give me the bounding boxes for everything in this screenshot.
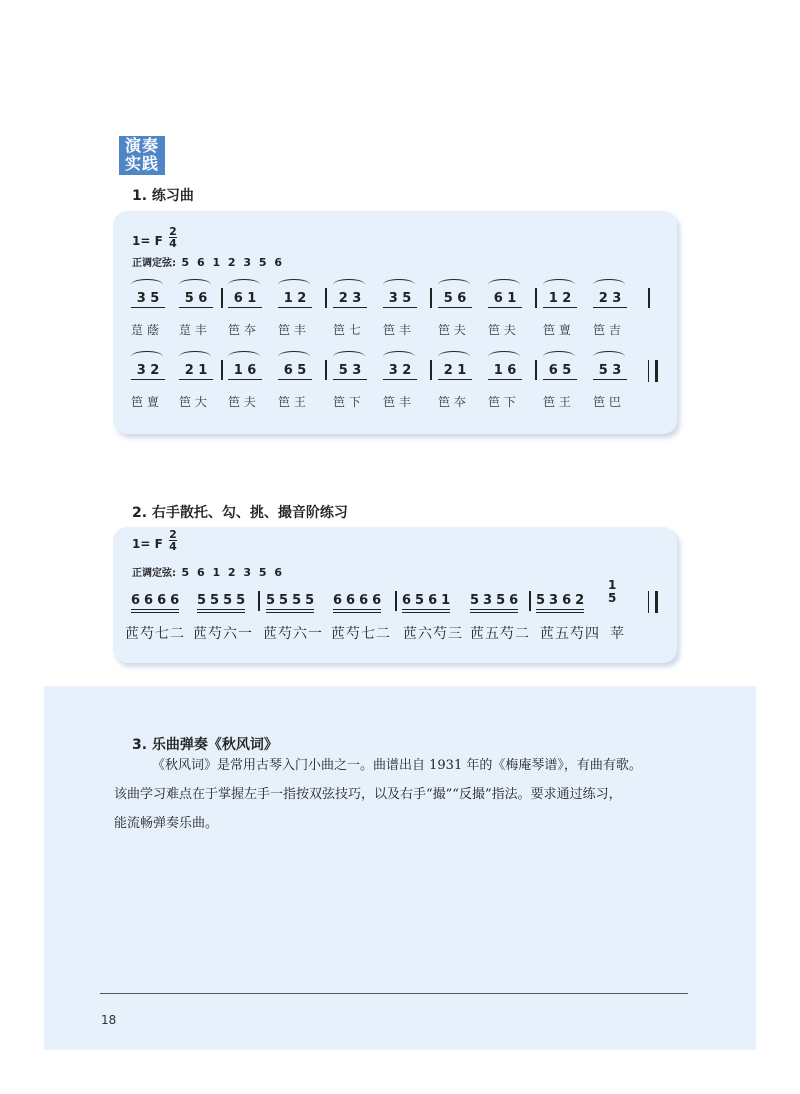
beam-line <box>228 307 262 308</box>
score-row-2 <box>113 363 677 383</box>
note-group: 5356 <box>470 593 522 608</box>
time-bottom: 4 <box>169 237 177 250</box>
beam-line <box>543 379 577 380</box>
slur-mark <box>131 351 163 362</box>
tuning-notes: 5 6 1 2 3 5 6 <box>181 256 285 269</box>
note-group: 2 1 <box>436 363 474 378</box>
tablature-symbol: 笆 下 <box>333 395 361 409</box>
score-card-1 <box>113 211 677 434</box>
bar-line <box>221 360 223 380</box>
tablature-symbol: 苉芍七二 <box>125 626 185 642</box>
note-group: 1 6 <box>226 363 264 378</box>
beam-line <box>543 307 577 308</box>
note-group: 3 5 <box>129 291 167 306</box>
practice-badge <box>119 136 165 175</box>
beam-line <box>228 379 262 380</box>
tuning <box>132 564 284 579</box>
note-group: 1 2 <box>276 291 314 306</box>
note-group: 6 1 <box>226 291 264 306</box>
beam-line <box>470 609 518 610</box>
slur-mark <box>593 279 625 290</box>
slur-mark <box>333 279 365 290</box>
slur-mark <box>278 279 310 290</box>
section-3-title: 3. 乐曲弹奏《秋风词》 <box>132 737 278 753</box>
bar-line <box>258 591 260 611</box>
bar-line <box>395 591 397 611</box>
paragraph-line-3: 能流畅弹奏乐曲。 <box>114 816 219 831</box>
tuning-notes: 5 6 1 2 3 5 6 <box>181 566 285 579</box>
tuning <box>132 254 284 269</box>
beam-line <box>333 307 367 308</box>
beam-line <box>266 612 314 613</box>
paragraph-line-2: 该曲学习难点在于掌握左手一指按双弦技巧，以及右手“撮”“反撮”指法。要求通过练习， <box>114 787 622 802</box>
note-group: 5555 <box>197 593 249 608</box>
note-group: 1 2 <box>541 291 579 306</box>
bar-line <box>325 360 327 380</box>
chord-bottom: 5 <box>608 591 617 605</box>
beam-line <box>278 379 312 380</box>
tablature-symbol: 笆 夫 <box>488 323 516 337</box>
tab-row-3 <box>113 623 677 645</box>
time-top: 2 <box>169 528 177 541</box>
tuning-label: 正调定弦: <box>132 568 176 579</box>
tablature-symbol: 笆 丰 <box>383 323 411 337</box>
section-1-title: 1. 练习曲 <box>132 188 194 204</box>
beam-line <box>438 307 472 308</box>
note-group: 2 3 <box>331 291 369 306</box>
note-group: 5 3 <box>591 363 629 378</box>
key-signature: 1= F <box>132 537 163 551</box>
beam-line <box>197 609 245 610</box>
tablature-symbol: 笆 夫 <box>228 395 256 409</box>
tablature-symbol: 笆 亶 <box>131 395 159 409</box>
beam-line <box>333 609 381 610</box>
note-group: 3 5 <box>381 291 419 306</box>
bar-line <box>325 288 327 308</box>
time-signature <box>169 227 177 248</box>
beam-line <box>383 307 417 308</box>
beam-line <box>278 307 312 308</box>
tablature-symbol: 苉五芍四 <box>540 626 600 642</box>
section-3-paragraph <box>114 751 692 838</box>
slur-mark <box>383 279 415 290</box>
section-2-title: 2. 右手散托、勾、挑、撮音阶练习 <box>132 505 348 521</box>
slur-mark <box>131 279 163 290</box>
slur-mark <box>488 279 520 290</box>
time-bottom: 4 <box>169 540 177 553</box>
note-group: 6 1 <box>486 291 524 306</box>
time-signature <box>169 530 177 551</box>
note-group: 5555 <box>266 593 318 608</box>
note-group: 6666 <box>131 593 183 608</box>
beam-line <box>488 307 522 308</box>
slur-mark <box>228 351 260 362</box>
tablature-symbol: 笆 吉 <box>593 323 621 337</box>
beam-line <box>402 612 450 613</box>
slur-mark <box>593 351 625 362</box>
beam-line <box>536 609 584 610</box>
slur-mark <box>333 351 365 362</box>
final-barline <box>648 591 658 613</box>
beam-line <box>131 379 165 380</box>
tablature-symbol: 笆 七 <box>333 323 361 337</box>
page-number: 18 <box>101 1013 117 1027</box>
note-group: 2 3 <box>591 291 629 306</box>
slur-mark <box>543 351 575 362</box>
tablature-symbol: 苉芍七二 <box>331 626 391 642</box>
slur-mark <box>438 279 470 290</box>
note-group: 3 2 <box>381 363 419 378</box>
note-group: 5 3 <box>331 363 369 378</box>
score-card-2 <box>113 527 677 663</box>
badge-line-1: 演奏 <box>124 136 159 155</box>
bar-line <box>221 288 223 308</box>
tablature-symbol: 笆 丰 <box>383 395 411 409</box>
beam-line <box>179 307 213 308</box>
slur-mark <box>228 279 260 290</box>
tablature-symbol: 笆 下 <box>488 395 516 409</box>
badge-line-2: 实践 <box>124 154 159 173</box>
chord-top: 1 <box>608 578 617 592</box>
beam-line <box>266 609 314 610</box>
beam-line <box>593 307 627 308</box>
note-group: 5 6 <box>436 291 474 306</box>
bar-line <box>430 288 432 308</box>
tablature-symbol: 苉五芍二 <box>470 626 530 642</box>
slur-mark <box>278 351 310 362</box>
tablature-symbol: 笆 亶 <box>543 323 571 337</box>
bar-line <box>535 288 537 308</box>
tablature-symbol: 笆 夲 <box>438 395 466 409</box>
final-barline <box>648 360 658 382</box>
slur-mark <box>179 351 211 362</box>
tablature-symbol: 苉六芍三 <box>403 626 463 642</box>
beam-line <box>470 612 518 613</box>
tablature-symbol: 苉芍六一 <box>263 626 323 642</box>
note-group: 6 5 <box>541 363 579 378</box>
slur-mark <box>383 351 415 362</box>
tuning-label: 正调定弦: <box>132 258 176 269</box>
paragraph-line-1: 《秋风词》是常用古琴入门小曲之一。曲谱出自 1931 年的《梅庵琴谱》，有曲有歌。 <box>152 758 642 773</box>
slur-mark <box>543 279 575 290</box>
tablature-symbol: 笆 王 <box>278 395 306 409</box>
tab-row-1 <box>113 321 677 341</box>
tablature-symbol: 笆 大 <box>179 395 207 409</box>
tablature-symbol: 笆 夫 <box>438 323 466 337</box>
slur-mark <box>488 351 520 362</box>
tab-row-2 <box>113 393 677 413</box>
key-signature: 1= F <box>132 234 163 248</box>
beam-line <box>333 379 367 380</box>
tablature-symbol: 笆 丰 <box>278 323 306 337</box>
beam-line <box>131 307 165 308</box>
beam-line <box>593 379 627 380</box>
beam-line <box>131 612 179 613</box>
beam-line <box>438 379 472 380</box>
beam-line <box>197 612 245 613</box>
footer-rule <box>100 993 688 994</box>
score-row-3 <box>113 578 677 617</box>
note-group: 6561 <box>402 593 454 608</box>
tablature-symbol: 苉芍六一 <box>193 626 253 642</box>
tablature-symbol: 笆 夲 <box>228 323 256 337</box>
beam-line <box>402 609 450 610</box>
bar-line <box>430 360 432 380</box>
chord-note <box>608 579 616 605</box>
score-row-1 <box>113 291 677 311</box>
note-group: 5362 <box>536 593 588 608</box>
note-group: 6 5 <box>276 363 314 378</box>
bar-line <box>535 360 537 380</box>
tablature-symbol: 莡 丰 <box>179 323 207 337</box>
note-group: 5 6 <box>177 291 215 306</box>
bar-line <box>529 591 531 611</box>
beam-line <box>536 612 584 613</box>
slur-mark <box>438 351 470 362</box>
slur-mark <box>179 279 211 290</box>
tablature-symbol: 莡 蔭 <box>131 323 159 337</box>
bar-line <box>648 288 650 308</box>
beam-line <box>131 609 179 610</box>
beam-line <box>179 379 213 380</box>
note-group: 1 6 <box>486 363 524 378</box>
note-group: 2 1 <box>177 363 215 378</box>
tablature-symbol: 笆 王 <box>543 395 571 409</box>
note-group: 3 2 <box>129 363 167 378</box>
time-top: 2 <box>169 225 177 238</box>
note-group: 6666 <box>333 593 385 608</box>
tablature-symbol: 笆 巴 <box>593 395 621 409</box>
beam-line <box>383 379 417 380</box>
tablature-symbol: 苹 <box>610 626 625 642</box>
beam-line <box>333 612 381 613</box>
beam-line <box>488 379 522 380</box>
